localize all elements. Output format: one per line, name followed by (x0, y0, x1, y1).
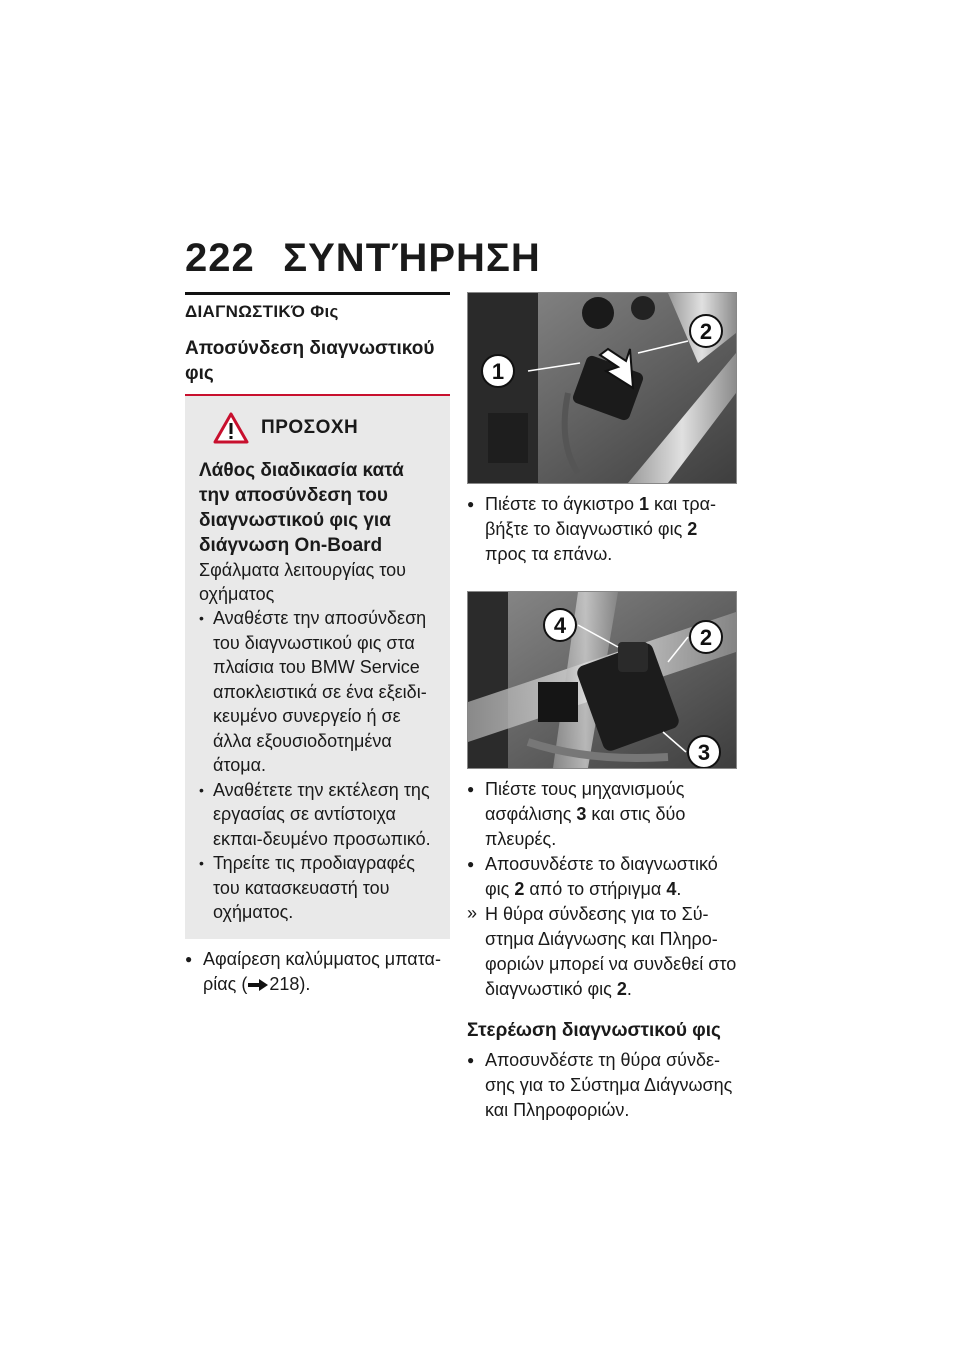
svg-text:1: 1 (491, 359, 505, 384)
step-text: Αφαίρεση καλύμματος μπατα-ρίας ( (203, 948, 441, 994)
figure-callout-1 (482, 355, 514, 387)
figure-callout-4 (544, 609, 576, 641)
page-reference[interactable]: 218 (269, 973, 300, 994)
section-title: ΔΙΑΓΝΩΣΤΙΚΌ Φις (185, 302, 339, 321)
figure-locking-mechanism-image (468, 592, 736, 768)
figure-callout-2 (690, 315, 722, 347)
warning-heading: Λάθος διαδικασία κατά την αποσύνδεση του διαγνωστικού φις για διάγνωση On-Board (199, 460, 404, 556)
svg-text:2: 2 (699, 319, 713, 344)
section-rule (185, 292, 450, 295)
right-column (467, 292, 739, 1123)
warning-header (213, 412, 436, 444)
svg-text:4: 4 (553, 613, 567, 638)
svg-text:2: 2 (699, 625, 713, 650)
figure-locking-mechanism (467, 591, 737, 769)
page-reference-arrow-icon (247, 979, 269, 991)
step-disconnect-port: ● Αποσυνδέστε τη θύρα σύνδε-σης για το Σύστημα Διάγνωσης και Πληροφοριών. (467, 1048, 739, 1123)
warning-action: • Τηρείτε τις προδιαγραφές του κατασκευαστή του οχήματος. (199, 851, 436, 925)
svg-text:3: 3 (697, 740, 711, 765)
figure-callout-3 (688, 736, 720, 768)
warning-action: • Αναθέστε την αποσύνδεση του διαγνωστικού φις στα πλαίσια του BMW Service αποκλειστικά σε ένα εξειδι-κευμένο συνεργείο ή σε άλλα εξουσιοδοτημένα άτομα. (199, 606, 436, 778)
warning-consequence: Σφάλματα λειτουργίας του οχήματος (199, 560, 407, 604)
subsection2-title: Στερέωση διαγνωστικού φις (467, 1020, 721, 1041)
step-list-left (185, 947, 450, 997)
step-press-hook: ● Πιέστε το άγκιστρο 1 και τρα-βήξτε το διαγνωστικό φις 2 προς τα επάνω. (467, 492, 739, 567)
step-list-right-b (467, 777, 739, 1002)
warning-actions (199, 606, 436, 925)
step-remove-battery-cover (185, 947, 450, 997)
step-list-right-a (467, 492, 739, 567)
step-text-end: ). (299, 973, 311, 994)
warning-action: • Αναθέτετε την εκτέλεση της εργασίας σε αντίστοιχα εκπαι-δευμένο προσωπικό. (199, 778, 436, 852)
subsection-title: Αποσύνδεση διαγνωστικού φις (185, 338, 435, 384)
page-number: 222 (185, 236, 255, 280)
step-list-right-c (467, 1048, 739, 1123)
result-port-connectable: » Η θύρα σύνδεσης για το Σύ-στημα Διάγνωσης και Πληρο-φοριών μπορεί να συνδεθεί στο διαγνωστικό φις 2. (467, 902, 739, 1002)
warning-box (185, 396, 450, 939)
figure-callout-2b (690, 621, 722, 653)
step-disconnect-plug: ● Αποσυνδέστε το διαγνωστικό φις 2 από το στήριγμα 4. (467, 852, 739, 902)
warning-title: ΠΡΟΣΟΧΗ (261, 417, 359, 438)
figure-hook-release (467, 292, 737, 484)
warning-triangle-icon (213, 412, 249, 444)
step-press-locks: ● Πιέστε τους μηχανισμούς ασφάλισης 3 και στις δύο πλευρές. (467, 777, 739, 852)
chapter-title: ΣΥΝΤΉΡΗΣΗ (283, 236, 541, 280)
left-column (185, 292, 450, 997)
figure-hook-release-image (468, 293, 736, 483)
page-header (185, 236, 541, 281)
